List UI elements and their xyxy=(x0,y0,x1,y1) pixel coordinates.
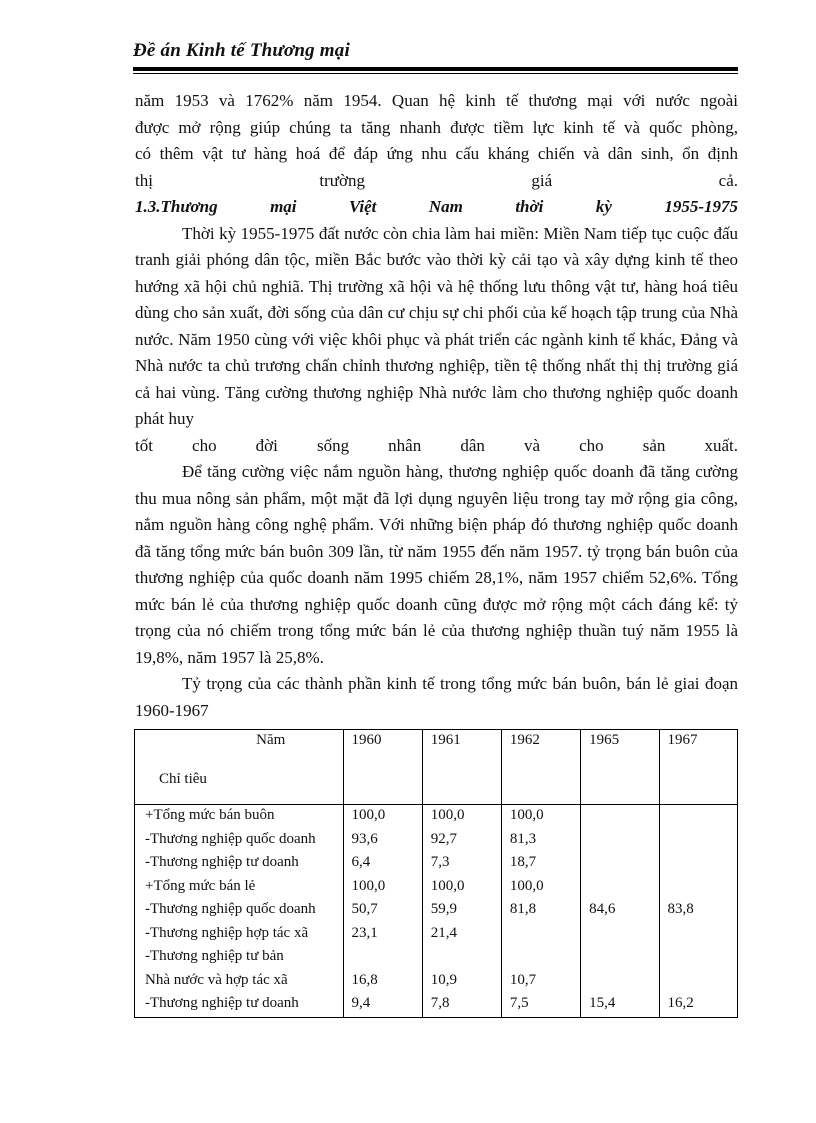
row-label: +Tổng mức bán buôn xyxy=(145,807,275,824)
table-cell xyxy=(501,923,580,947)
table-cell: 100,0 xyxy=(343,876,422,900)
table-cell: 21,4 xyxy=(422,923,501,947)
table-cell xyxy=(581,852,659,876)
table-header-row xyxy=(135,730,738,805)
table-cell: 100,0 xyxy=(343,805,422,829)
table-cell: 100,0 xyxy=(422,876,501,900)
paragraph: Để tăng cường việc nắm nguồn hàng, thương nghiệp quốc doanh đã tăng cường thu mua nông sản phẩm, một mặt đã lợi dụng nguyên liệu trong tay mở rộng gia công, nắm nguồn hàng công nghệ phẩm. Với những biện pháp đó thương nghiệp quốc doanh đã tăng tổng mức bán buôn 309 lần, từ năm 1955 đến năm 1957. tỷ trọng bán buôn của thương nghiệp của quốc doanh năm 1995 chiếm 28,1%, năm 1957 chiếm 52,6%. Tổng mức bán lẻ của thương nghiệp quốc doanh cũng được mở rộng một cách đáng kể: tỷ trọng của nó chiếm trong tổng mức bán lẻ của thương nghiệp thuần tuý năm 1955 là 19,8%, năm 1957 là 25,8%. xyxy=(135,462,738,667)
header-corner-cell xyxy=(135,730,344,805)
paragraph-line: tốt cho đời sống nhân dân và cho sản xuất. xyxy=(135,435,738,455)
year-header: 1960 xyxy=(343,730,422,805)
table-cell xyxy=(659,946,737,970)
table-cell xyxy=(581,805,659,829)
row-label: Nhà nước và hợp tác xã xyxy=(145,971,288,988)
table-cell: 7,3 xyxy=(422,852,501,876)
table-cell: 7,8 xyxy=(422,993,501,1017)
table-cell xyxy=(659,876,737,900)
table-cell: 84,6 xyxy=(581,899,659,923)
row-label: -Thương nghiệp tư bản xyxy=(145,948,284,965)
table-cell xyxy=(501,946,580,970)
table-cell xyxy=(343,946,422,970)
paragraph: Thời kỳ 1955-1975 đất nước còn chia làm hai miền: Miền Nam tiếp tục cuộc đấu tranh giải phóng dân tộc, miền Bắc bước vào thời kỳ cải tạo và xây dựng kinh tế theo hướng xã hội chủ nghiã. Thị trường xã hội và hệ thống lưu thông vật tư, hàng hoá tiêu dùng cho sản xuất, đời sống của dân cư chịu sự chi phối của kế hoạch tập trung của Nhà nước. Năm 1950 cùng với việc khôi phục và phát triển các ngành kinh tế khác, Đảng và Nhà nước ta chủ trương chấn chỉnh thương nghiệp, tiền tệ thống nhất thị thị trường giá cả hai vùng. Tăng cường thương nghiệp Nhà nước làm cho thương nghiệp quốc doanh phát huy xyxy=(135,223,738,428)
table-row xyxy=(135,876,738,900)
table-cell: 10,9 xyxy=(422,970,501,994)
header-title: Đề án Kinh tế Thương mại xyxy=(133,40,350,61)
table-cell: 16,8 xyxy=(343,970,422,994)
table-cell xyxy=(422,946,501,970)
table-cell: 83,8 xyxy=(659,899,737,923)
table-cell: 93,6 xyxy=(343,829,422,853)
table-row xyxy=(135,993,738,1017)
row-label: -Thương nghiệp hợp tác xã xyxy=(145,924,309,941)
table-row xyxy=(135,852,738,876)
header-year-label: Năm xyxy=(256,732,286,748)
table-cell: 100,0 xyxy=(501,876,580,900)
table-cell: 10,7 xyxy=(501,970,580,994)
table-cell: 59,9 xyxy=(422,899,501,923)
table-cell: 15,4 xyxy=(581,993,659,1017)
table-cell xyxy=(659,805,737,829)
table-row xyxy=(135,923,738,947)
table-cell xyxy=(581,829,659,853)
section-heading: 1.3.Thương mại Việt Nam thời kỳ 1955-1975 xyxy=(135,197,738,216)
table-cell xyxy=(581,923,659,947)
paragraph-line: được mở rộng giúp chúng ta tăng nhanh được tiềm lực kinh tế và quốc phòng, xyxy=(135,117,738,137)
year-header: 1967 xyxy=(659,730,737,805)
table-cell: 100,0 xyxy=(501,805,580,829)
table-cell xyxy=(581,876,659,900)
year-header: 1961 xyxy=(422,730,501,805)
table-cell: 81,3 xyxy=(501,829,580,853)
table-cell: 92,7 xyxy=(422,829,501,853)
table-cell: 100,0 xyxy=(422,805,501,829)
row-label: -Thương nghiệp tư doanh xyxy=(145,995,299,1012)
table-cell xyxy=(659,970,737,994)
row-label: +Tổng mức bán lẻ xyxy=(145,877,256,894)
header-indicator-label: Chỉ tiêu xyxy=(159,771,207,787)
table-row xyxy=(135,970,738,994)
paragraph-line: năm 1953 và 1762% năm 1954. Quan hệ kinh tế thương mại với nước ngoài xyxy=(135,91,738,110)
document-body xyxy=(135,88,738,724)
header-divider xyxy=(133,67,738,71)
table-row xyxy=(135,829,738,853)
paragraph-line: có thêm vật tư hàng hoá để đáp ứng nhu cấu kháng chiến và dân sinh, ổn định xyxy=(135,144,738,163)
row-label: -Thương nghiệp quốc doanh xyxy=(145,901,316,918)
table-cell: 81,8 xyxy=(501,899,580,923)
table-cell xyxy=(659,852,737,876)
table-cell xyxy=(659,829,737,853)
row-label: -Thương nghiệp quốc doanh xyxy=(145,830,316,847)
table-cell: 16,2 xyxy=(659,993,737,1017)
header-divider-thin xyxy=(133,73,738,74)
year-header: 1962 xyxy=(501,730,580,805)
table-cell: 50,7 xyxy=(343,899,422,923)
table-caption: Tỷ trọng của các thành phần kinh tế trong tổng mức bán buôn, bán lẻ giai đoạn 1960-1967 xyxy=(135,674,738,720)
table-cell xyxy=(581,970,659,994)
data-table xyxy=(134,729,738,1018)
table-cell xyxy=(659,923,737,947)
table-cell: 7,5 xyxy=(501,993,580,1017)
table-cell: 18,7 xyxy=(501,852,580,876)
row-label: -Thương nghiệp tư doanh xyxy=(145,854,299,871)
table-cell: 9,4 xyxy=(343,993,422,1017)
table-cell xyxy=(581,946,659,970)
table-cell: 6,4 xyxy=(343,852,422,876)
table-row xyxy=(135,899,738,923)
table-filler-row xyxy=(135,1017,738,1018)
table-cell: 23,1 xyxy=(343,923,422,947)
table-row xyxy=(135,805,738,829)
year-header: 1965 xyxy=(581,730,659,805)
table-row xyxy=(135,946,738,970)
paragraph-line: thị trường giá cả. xyxy=(135,170,738,190)
